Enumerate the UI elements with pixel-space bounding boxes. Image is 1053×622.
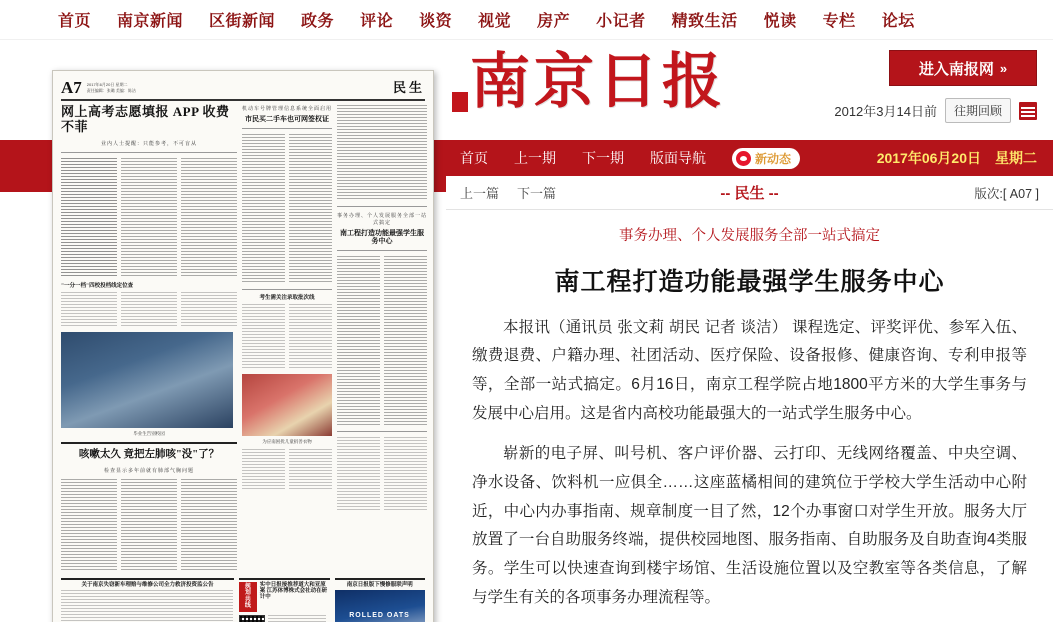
- article-pane: [446, 40, 1053, 622]
- newspaper-text-block: [181, 158, 237, 278]
- issue-date: 2017年06月20日 星期二: [876, 150, 1037, 166]
- newspaper-text-block: [61, 292, 117, 326]
- newspaper-text-block: [121, 292, 177, 326]
- topnav-item-5[interactable]: 谈资: [419, 13, 453, 30]
- newspaper-photo-caption-2: 为应南困扰儿童捐善衣物: [262, 439, 312, 445]
- newspaper-text-block: [337, 437, 380, 511]
- topnav-item-11[interactable]: 专栏: [822, 13, 856, 30]
- rednav-item-1[interactable]: 上一期: [514, 150, 556, 166]
- newspaper-page-number: A7: [61, 78, 82, 97]
- newspaper-text-block: [121, 158, 177, 278]
- newspaper-col2-subhead: 考生需关注录取批次线: [259, 295, 315, 302]
- newspaper-masthead: [61, 77, 425, 101]
- calendar-icon[interactable]: [1019, 102, 1037, 120]
- prev-article-link[interactable]: 上一篇: [460, 186, 500, 201]
- page-edition-label: 版次:[ A07 ]: [974, 186, 1039, 201]
- topnav-item-10[interactable]: 悦读: [763, 13, 797, 30]
- newspaper-col3-title: 南工程打造功能最强学生服务中心: [340, 229, 424, 246]
- newspaper-column-1: [61, 105, 237, 571]
- newspaper-bottom-left-title: 关于南京失窃新车理赔与维修公司全力救济投资监公告: [81, 581, 214, 588]
- newspaper-text-block: [337, 105, 427, 201]
- article-body: [446, 210, 1053, 612]
- enter-site-label: 进入南报网: [918, 60, 994, 78]
- logo-seal-icon: [452, 92, 468, 112]
- archive-date-row: [834, 98, 1037, 123]
- content-area: [0, 40, 1053, 622]
- newspaper-ad-text: ROLLED OATS: [349, 612, 410, 620]
- weibo-eye-icon: [736, 151, 751, 166]
- newspaper-text-block: [337, 256, 380, 426]
- topnav-item-8[interactable]: 小记者: [596, 13, 646, 30]
- newspaper-preview-pane: [0, 40, 446, 622]
- weibo-button[interactable]: [732, 148, 800, 169]
- newspaper-subhead: "一分一档"四校投档线定位查: [61, 282, 134, 289]
- rednav-item-3[interactable]: 版面导航: [650, 150, 706, 166]
- newspaper-photo-kids: [242, 374, 332, 436]
- newspaper-section-name: 民生: [392, 80, 425, 95]
- site-masthead: [446, 40, 1053, 140]
- newspaper-headline-mid-sub: 检查显示多年前就有肺部气胸问题: [103, 467, 194, 474]
- newspaper-text-block: [181, 292, 237, 326]
- newspaper-text-block: [61, 479, 117, 571]
- rednav-item-0[interactable]: 首页: [460, 150, 488, 166]
- weibo-label: 新动态: [755, 151, 792, 166]
- rednav-item-2[interactable]: 下一期: [582, 150, 624, 166]
- newspaper-bottom-right-title: 南京日报版下慢修服联声明: [346, 581, 413, 588]
- topnav-item-7[interactable]: 房产: [537, 13, 571, 30]
- newspaper-col3-sub: 事务办理、个人发展服务全部一站式搞定: [337, 213, 428, 226]
- newspaper-column-2: [242, 105, 332, 571]
- newspaper-text-block: [384, 437, 427, 511]
- topnav-item-6[interactable]: 视觉: [478, 13, 512, 30]
- newspaper-text-block: [242, 304, 285, 368]
- topnav-item-4[interactable]: 评论: [360, 13, 394, 30]
- topnav-item-12[interactable]: 论坛: [881, 13, 915, 30]
- topnav-item-3[interactable]: 政务: [301, 13, 335, 30]
- article-kicker: 事务办理、个人发展服务全部一站式搞定: [619, 228, 880, 244]
- next-article-link[interactable]: 下一篇: [517, 186, 557, 201]
- newspaper-text-block: [121, 479, 177, 571]
- newspaper-text-block: [384, 256, 427, 426]
- topnav-item-2[interactable]: 区街新闻: [209, 13, 276, 30]
- newspaper-headline-sub: 业内人士提醒：只能参考，不可盲从: [100, 140, 197, 147]
- newspaper-text-block: [61, 590, 233, 622]
- topnav-item-0[interactable]: 首页: [58, 13, 92, 30]
- article-sub-bar: [446, 176, 1053, 210]
- newspaper-text-block: [289, 449, 332, 489]
- archive-back-button[interactable]: 往期回顾: [945, 98, 1011, 123]
- enter-site-button[interactable]: [889, 50, 1037, 86]
- newspaper-column-3: [337, 105, 427, 571]
- newspaper-headline-main: 网上高考志愿填报 APP 收费不菲: [61, 104, 230, 134]
- section-title: -- 民生 --: [720, 185, 779, 202]
- topnav-item-1[interactable]: 南京新闻: [117, 13, 184, 30]
- red-navigation-bar: [446, 140, 1053, 176]
- newspaper-text-block: [242, 449, 285, 489]
- topnav-item-9[interactable]: 精致生活: [671, 13, 738, 30]
- newspaper-headline-mid: 咳嗽太久 竟把左肺咳"没"了？: [78, 449, 220, 461]
- newspaper-bottom-mid-title: 实中日报接推荐道大和亚原案 江苏体博株式会社动在研计中: [259, 581, 328, 601]
- newspaper-text-block: [268, 615, 326, 622]
- article-paragraph-1: 本报讯（通讯员 张文莉 胡民 记者 谈洁） 课程选定、评奖评优、参军入伍、缴费退费、户籍办理、社团活动、医疗保险、设备报修、健康咨询、专利申报等等，全部一站式搞定。6月16日，南京工程学院占地1800平方米的大学生事务与发展中心启用。这是省内高校功能最强大的一站式学生服务中心。: [472, 318, 1027, 422]
- newspaper-photo-caption: 毕业生告别校园: [133, 431, 165, 437]
- newspaper-red-tag: 规划共线: [239, 582, 257, 612]
- newspaper-col2-title: 市民买二手车也可网签权证: [245, 115, 329, 123]
- archive-date-prefix: 2012年3月14日前: [834, 104, 937, 119]
- newspaper-photo-graduation: [61, 332, 233, 428]
- newspaper-text-block: [181, 479, 237, 571]
- newspaper-page-image[interactable]: [52, 70, 434, 622]
- newspaper-text-block: [61, 158, 117, 278]
- qr-code-icon: [239, 615, 265, 622]
- newspaper-text-block: [289, 134, 332, 284]
- article-title: 南工程打造功能最强学生服务中心: [554, 268, 945, 296]
- chevron-right-icon: »: [999, 60, 1008, 76]
- article-paragraph-2: 崭新的电子屏、叫号机、客户评价器、云打印、无线网络覆盖、中央空调、净水设备、饮料机一应俱全……这座蓝橘相间的建筑位于学校大学生活动中心附近，中心内办事指南、规章制度一目了然，12个办事窗口对学生开放。服务大厅放置了一台自助服务终端，提供校园地图、服务指南、自助服务及自助查询4类服务。学生可以快速查询到楼宇场馆、生活设施位置以及空教室等各类信息，了解与学生有关的各项事务办理流程等。: [472, 445, 1027, 606]
- newspaper-col2-sub: 机动车号牌管理信息系统全面启用: [242, 106, 333, 112]
- top-navigation: [0, 0, 1053, 40]
- newspaper-dateline: 2017年6月20日 星期二 责任编辑：张璐 美编：陈洁: [86, 82, 136, 93]
- site-logo[interactable]: 南京日报: [470, 49, 726, 115]
- newspaper-text-block: [289, 304, 332, 368]
- newspaper-text-block: [242, 134, 285, 284]
